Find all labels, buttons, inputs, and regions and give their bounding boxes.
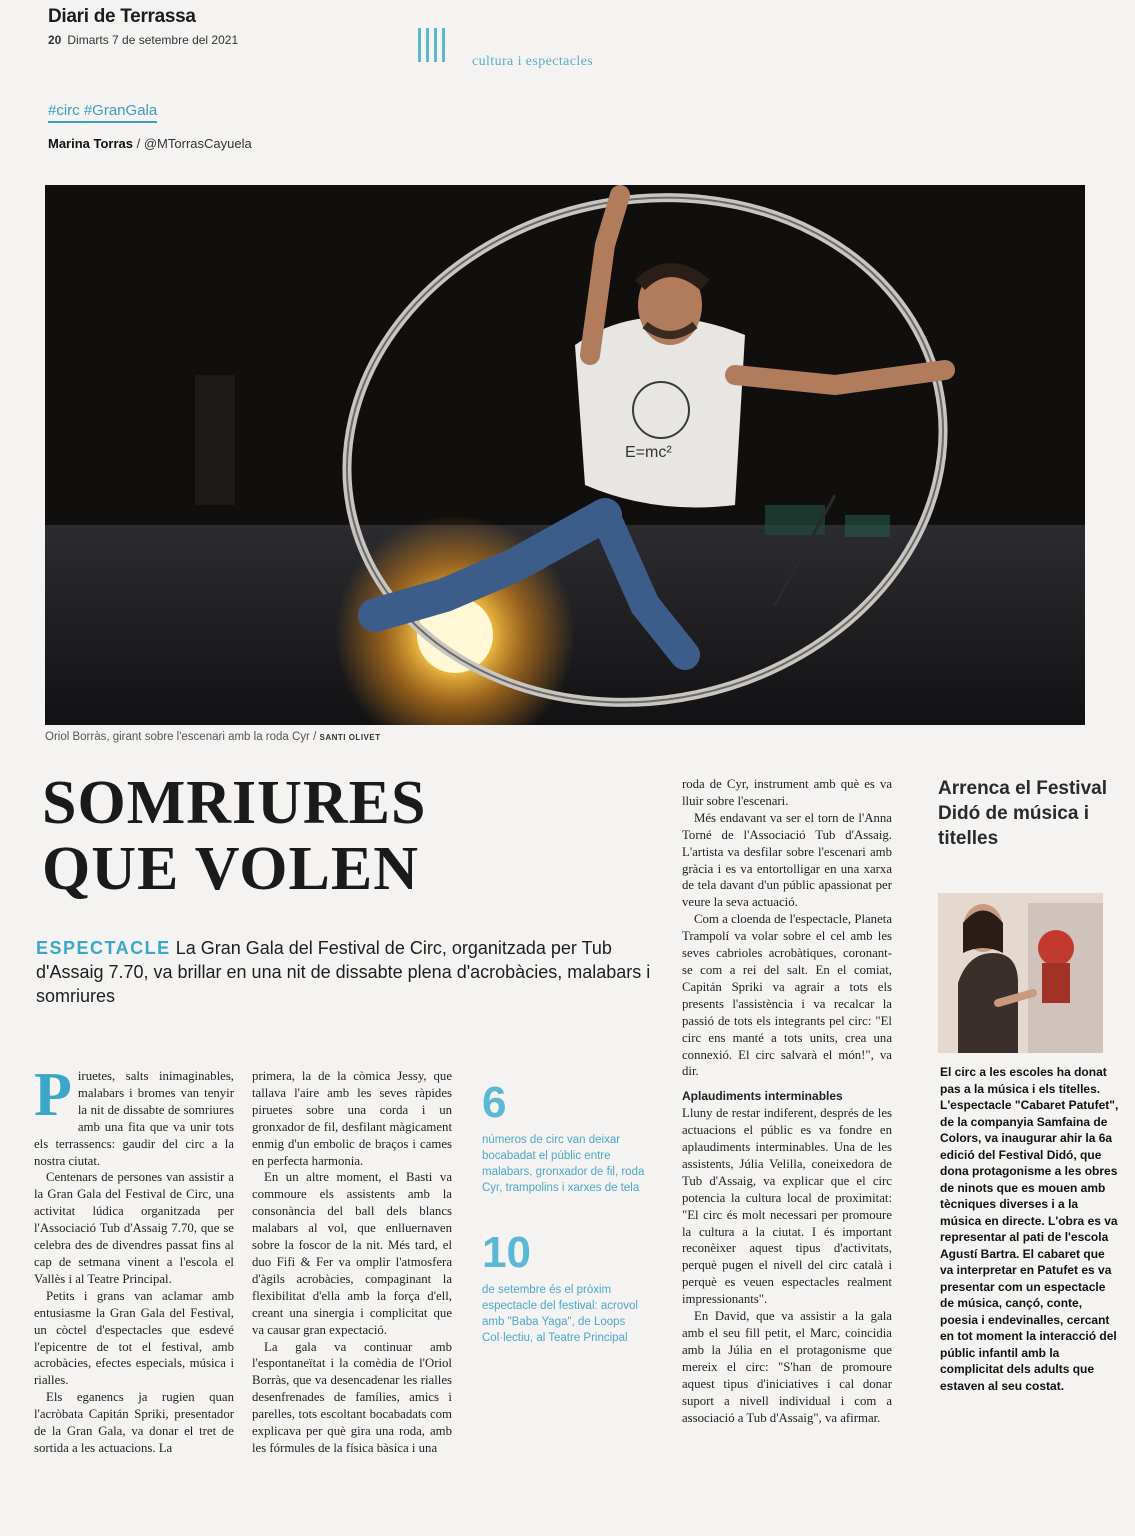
stat-text: números de circ van deixar bocabadat el públic entre malabars, gronxador de fil, roda Cyr, trampolins i xarxes de tela bbox=[482, 1134, 645, 1194]
headline bbox=[42, 770, 427, 902]
body-column-1 bbox=[34, 1061, 234, 1457]
photo-credit: SANTI OLIVET bbox=[319, 733, 381, 742]
issue-date: Dimarts 7 de setembre del 2021 bbox=[67, 33, 239, 47]
paragraph: primera, la de la còmica Jessy, que tallava l'aire amb les seves ràpides piruetes sobre una corda i un gronxador de fil, desfilant màgicament enmig d'un embolic de braços i cames en perfecta harmonia. bbox=[252, 1069, 452, 1168]
paragraph: Centenars de persones van assistir a la Gran Gala del Festival de Circ, una activitat lúdica organitzada per l'Associació Tub d'Assaig 7.70, que se celebra des de divendres passat fins al cap de setmana vinent a l'escola el Vallès i al Teatre Principal. bbox=[34, 1170, 234, 1286]
author-handle: @MTorrasCayuela bbox=[143, 136, 252, 151]
brand-name: Terrassa bbox=[120, 6, 196, 27]
paragraph: Més endavant va ser el torn de l'Anna Torné de l'Associació Tub d'Assaig. L'artista va desfilar sobre l'escenari amb gràcia i es va entortolligar en una xarxa de tela davant d'un públic apassionat per veure la seva actuació. bbox=[682, 810, 892, 910]
body-column-4 bbox=[682, 776, 892, 1426]
byline: Marina Torras / @MTorrasCayuela bbox=[48, 136, 252, 151]
stat-text: de setembre és el pròxim espectacle del festival: acrovol amb "Baba Yaga", de Loops Col·lectiu, al Teatre Principal bbox=[482, 1284, 638, 1344]
paragraph: roda de Cyr, instrument amb què es va lluir sobre l'escenari. bbox=[682, 777, 892, 808]
dropcap: P bbox=[34, 1061, 72, 1129]
paragraph: Piruetes, salts inimaginables, malabars i bromes van tenyir la nit de dissabte de somriures amb una fita que va unir tots els terrassencs: gaudir del circ a la nostra ciutat. bbox=[34, 1061, 234, 1168]
sidebar-title: Arrenca el Festival Didó de música i titelles bbox=[938, 778, 1107, 849]
newspaper-brand bbox=[48, 6, 196, 28]
main-photo bbox=[45, 185, 1085, 725]
paragraph: La gala va continuar amb l'espontaneïtat i la comèdia de l'Oriol Borràs, que va desencadenar les rialles desenfrenades de famílies, amics i parelles, tots escoltant bocabadats com explicava per què gira una roda, amb les fórmules de la física bàsica i una bbox=[252, 1339, 452, 1455]
brand-prefix: Diari de bbox=[48, 6, 121, 27]
section-bars-icon bbox=[418, 28, 450, 67]
paragraph: Els eganencs ja rugien quan l'acròbata Capitán Spriki, presentador de la Gran Gala, va donar el tret de sortida a les actuacions. La bbox=[34, 1390, 234, 1455]
headline-line-2: QUE VOLEN bbox=[42, 835, 419, 903]
stat-number: 6 bbox=[482, 1078, 507, 1127]
author-name: Marina Torras bbox=[48, 136, 134, 151]
caption-text: Oriol Borràs, girant sobre l'escenari amb la roda Cyr bbox=[45, 731, 310, 743]
lead-paragraph bbox=[36, 936, 656, 1008]
acrobat-cyr-wheel-illustration bbox=[45, 185, 1085, 725]
page-number: 20 bbox=[48, 33, 62, 47]
paragraph: En un altre moment, el Basti va commoure els assistents amb la consonància del ball dels blancs malabars al vol, que enlluernaven sobre la foscor de la nit. Més tard, el duo Fifi & Fer va omplir l'atmosfera d'àgils acrobàcies, compaginant la flexibilitat d'ella amb la força d'ell, creant una sinergia i complicitat que va causar gran expectació. bbox=[252, 1170, 452, 1337]
sidebar-text: El circ a les escoles ha donat pas a la música i els titelles. L'espectacle "Cabaret Patufet", de la companyia Samfaina de Colors, va inaugurar ahir la 6a edició del Festival Didó, que dona protagonisme a les obres de ninots que es mouen amb tècniques diverses i a la música en directe. L'obra es va representar al pati de l'escola Agustí Bartra. El cabaret que va interpretar en Patufet es va presentar com un espectacle de música, cançó, conte, poesia i endevinalles, cercant en tot moment la interacció del públic infantil amb la complicitat dels adults que estaven al seu costat. bbox=[940, 1065, 1119, 1393]
subheading: Aplaudiments interminables bbox=[682, 1089, 843, 1104]
body-column-2 bbox=[252, 1068, 452, 1457]
paragraph: Lluny de restar indiferent, després de les actuacions el públic es va fondre en aplaudiments interminables. Una de les assistents, Júlia Velilla, coneixedora de Tub d'Assaig, va explicar que el circ potencia la cultura local de proximitat: "El circ és molt necessari per promoure la cultura a la ciutat. I és important reconèixer aquest tipus d'activitats, perquè pugen el nivell del circ català i perquè es veuen espectacles realment impressionants". bbox=[682, 1106, 892, 1307]
lead-text: La Gran Gala del Festival de Circ, organitzada per Tub d'Assaig 7.70, va brillar en una nit de dissabte plena d'acrobàcies, malabars i somriures bbox=[36, 938, 651, 1006]
kicker: ESPECTACLE bbox=[36, 938, 171, 958]
paragraph: Petits i grans van aclamar amb entusiasme la Gran Gala del Festival, un còctel d'espectacles que esdevé l'epicentre de tot el festival, amb acrobàcies, efectes especials, música i rialles. bbox=[34, 1288, 234, 1388]
headline-line-1: SOMRIURES bbox=[42, 769, 427, 837]
puppet-show-illustration bbox=[938, 893, 1103, 1053]
section-name: cultura i espectacles bbox=[472, 54, 594, 69]
paragraph: En David, que va assistir a la gala amb el seu fill petit, el Marc, coincidia amb la Júlia en el protagonisme que mereix el circ: "S'han de promoure aquest tipus d'iniciatives i cal donar suport a nivell individual i com a associació a Tub d'Assaig", va afirmar. bbox=[682, 1309, 892, 1425]
stat-number: 10 bbox=[482, 1228, 531, 1277]
photo-caption: Oriol Borràs, girant sobre l'escenari amb la roda Cyr / SANTI OLIVET bbox=[45, 731, 381, 743]
svg-text:E=mc²: E=mc² bbox=[625, 444, 672, 461]
paragraph: Com a cloenda de l'espectacle, Planeta Trampolí va volar sobre el cel amb les seves cabrioles acrobàtiques, coronant-se com a rei del salt. En el comiat, Capitán Spriki va agrair a tots els presents l'assistència i va recalcar la passió de tots els integrants pel circ: "El circ ens manté a tots units, crea una connexió. El circ salvarà el món!", va dir. bbox=[682, 912, 892, 1079]
hashtags: #circ #GranGala bbox=[48, 102, 157, 123]
sidebar-photo bbox=[938, 893, 1103, 1053]
dateline bbox=[48, 33, 238, 47]
